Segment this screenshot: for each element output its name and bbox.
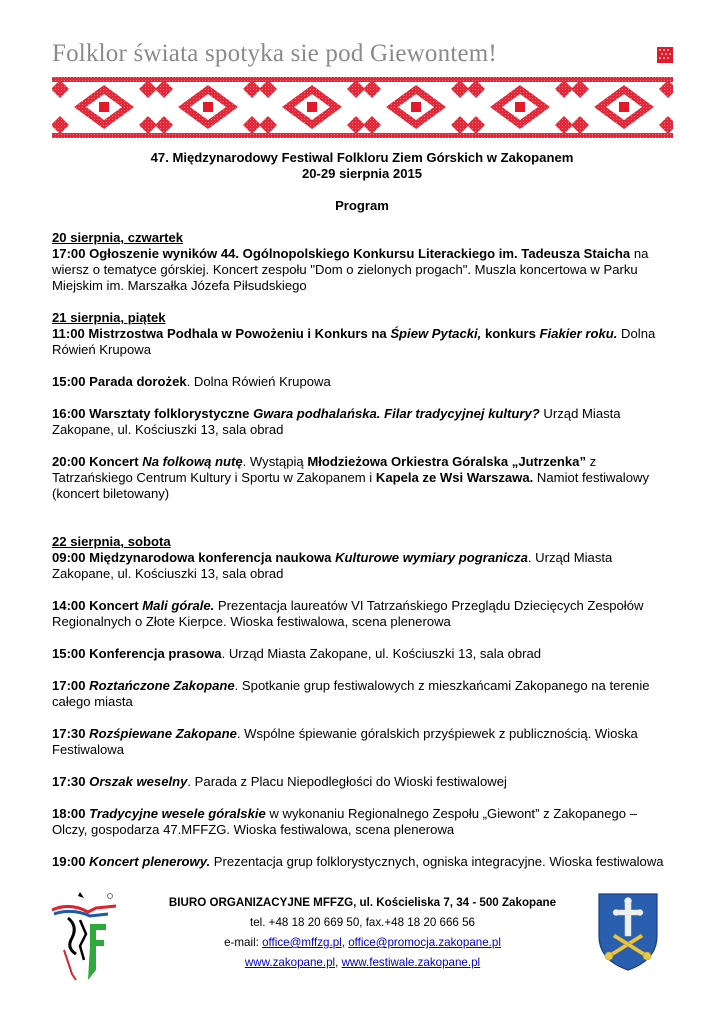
event-text: Rozśpiewane Zakopane [89,726,237,741]
event-text: w wykonaniu Regionalnego Zespołu „Giewont” z Zakopanego – Olczy, gospodarza 47.MFFZG. Wioska festiwalowa, scena plenerowa [52,806,637,837]
event-text: . Dolna Rówień Krupowa [186,374,331,389]
event-text: . Urząd Miasta Zakopane, ul. Kościuszki 13, sala obrad [221,646,542,661]
day-heading: 20 sierpnia, czwartek [52,230,184,245]
event-text: Dolna Rówień Krupowa [52,326,656,357]
event-gap [52,758,672,774]
event-text: . Wystąpią [242,454,308,469]
festival-dates: 20-29 sierpnia 2015 [301,166,423,181]
event-entry [52,598,672,630]
event-text: 16:00 Warsztaty folklorystyczne [52,406,254,421]
event-text: z Tatrzańskiego Centrum Kultury i Sportu w Zakopanem i [52,454,597,485]
event-text: Śpiew Pytacki, [390,326,482,341]
event-gap [52,438,672,454]
section-gap [52,294,672,310]
event-text: Orszak weselny [89,774,188,789]
event-entry [52,246,672,294]
www-link-festiwale[interactable]: www.festiwale.zakopane.pl [341,956,481,969]
event-text: Prezentacja laureatów VI Tatrzańskiego Przeglądu Dziecięcych Zespołów Regionalnych o Złote Kierpce. Wioska festiwalowa, scena plenerowa [52,598,644,629]
event-text: 17:30 [52,726,90,741]
event-text: 15:00 Konferencja prasowa [52,646,222,661]
www-separator: , [335,956,342,969]
event-text: . Parada z Placu Niepodległości do Wioski festiwalowej [187,774,507,789]
www-link-zakopane[interactable]: www.zakopane.pl [244,956,336,969]
event-text: Gwara podhalańska. Filar tradycyjnej kultury? [253,406,540,421]
program-document [52,150,672,870]
event-entry [52,374,672,390]
event-text: . Spotkanie grup festiwalowych z mieszkańcami Zakopanego na terenie całego miasta [52,678,650,709]
event-text: 17:30 [52,774,90,789]
event-text: Kulturowe wymiary pogranicza [335,550,528,565]
event-gap [52,710,672,726]
footer-www-line [160,953,565,973]
event-entry [52,806,672,838]
section-gap [52,518,672,534]
event-text: 20:00 Koncert [52,454,143,469]
event-text: 14:00 Koncert [52,598,143,613]
event-text: Młodzieżowa Orkiestra Góralska „Jutrzenka” [307,454,587,469]
email-label: e-mail: [224,936,263,949]
event-text: Na folkową nutę [142,454,243,469]
event-text: 11:00 Mistrzostwa Podhala w Powożeniu i Konkurs na [52,326,391,341]
event-gap [52,790,672,806]
event-text: 19:00 [52,854,90,869]
event-gap [52,358,672,374]
event-text: 09:00 Międzynarodowa konferencja naukowa [52,550,336,565]
header-title: Folklor świata spotyka sie pod Giewontem! [52,40,497,67]
email-link-mffzg[interactable]: office@mffzg.pl [262,936,342,949]
event-text: Fiakier roku. [539,326,618,341]
event-entry [52,854,672,870]
mffzg-logo [50,890,120,982]
event-text: na wiersz o tematyce górskiej. Koncert zespołu "Dom o zielonych progach". Muszla koncertowa w Parku Miejskim im. Marszałka Józefa Piłsudskiego [52,246,649,293]
event-text: Prezentacja grup folklorystycznych, ogniska integracyjne. Wioska festiwalowa [210,854,664,869]
event-gap [52,630,672,646]
footer-email-line [160,933,565,953]
program-days [52,230,672,870]
zakopane-coat-of-arms [597,892,659,972]
day-heading: 21 sierpnia, piątek [52,310,166,325]
event-gap [52,390,672,406]
event-text: 17:00 Ogłoszenie wyników 44. Ogólnopolskiego Konkursu Literackiego im. Tadeusza Staicha [52,246,631,261]
event-text: Kapela ze Wsi Warszawa. [375,470,534,485]
email-link-promocja[interactable]: office@promocja.zakopane.pl [348,936,501,949]
event-gap [52,662,672,678]
red-square-ornament [657,47,673,63]
event-entry [52,678,672,710]
event-gap [52,838,672,854]
event-text: Urząd Miasta Zakopane, ul. Kościuszki 13, sala obrad [52,406,621,437]
event-text: 15:00 Parada dorożek [52,374,187,389]
footer-phone: tel. +48 18 20 669 50, fax.+48 18 20 666 56 [250,916,475,929]
day-heading: 22 sierpnia, sobota [52,534,171,549]
event-entry [52,326,672,358]
event-text: Mali górale. [142,598,215,613]
event-text: 17:00 [52,678,90,693]
event-entry [52,454,672,502]
event-entry [52,774,672,790]
folk-embroidery-band [52,77,673,138]
event-entry [52,646,672,662]
email-separator: , [341,936,349,949]
event-text: . Wspólne śpiewanie góralskich przyśpiewek z publicznością. Wioska Festiwalowa [52,726,638,757]
event-text: Tradycyjne wesele góralskie [89,806,266,821]
event-entry [52,406,672,438]
event-entry [52,550,672,582]
event-text: Namiot festiwalowy (koncert biletowany) [52,470,649,501]
section-gap [52,502,672,518]
event-gap [52,582,672,598]
festival-heading: 47. Międzynarodowy Festiwal Folkloru Ziem Górskich w Zakopanem [150,150,574,165]
footer-office: BIURO ORGANIZACYJNE MFFZG, ul. Kościeliska 7, 34 - 500 Zakopane [168,896,557,909]
event-text: . Urząd Miasta Zakopane, ul. Kościuszki 13, sala obrad [52,550,613,581]
event-text: 18:00 [52,806,90,821]
event-text: Roztańczone Zakopane [89,678,235,693]
event-entry [52,726,672,758]
event-text: Koncert plenerowy. [89,854,211,869]
footer-contact [160,893,565,973]
event-text: konkurs [481,326,540,341]
program-heading: Program [335,198,389,213]
